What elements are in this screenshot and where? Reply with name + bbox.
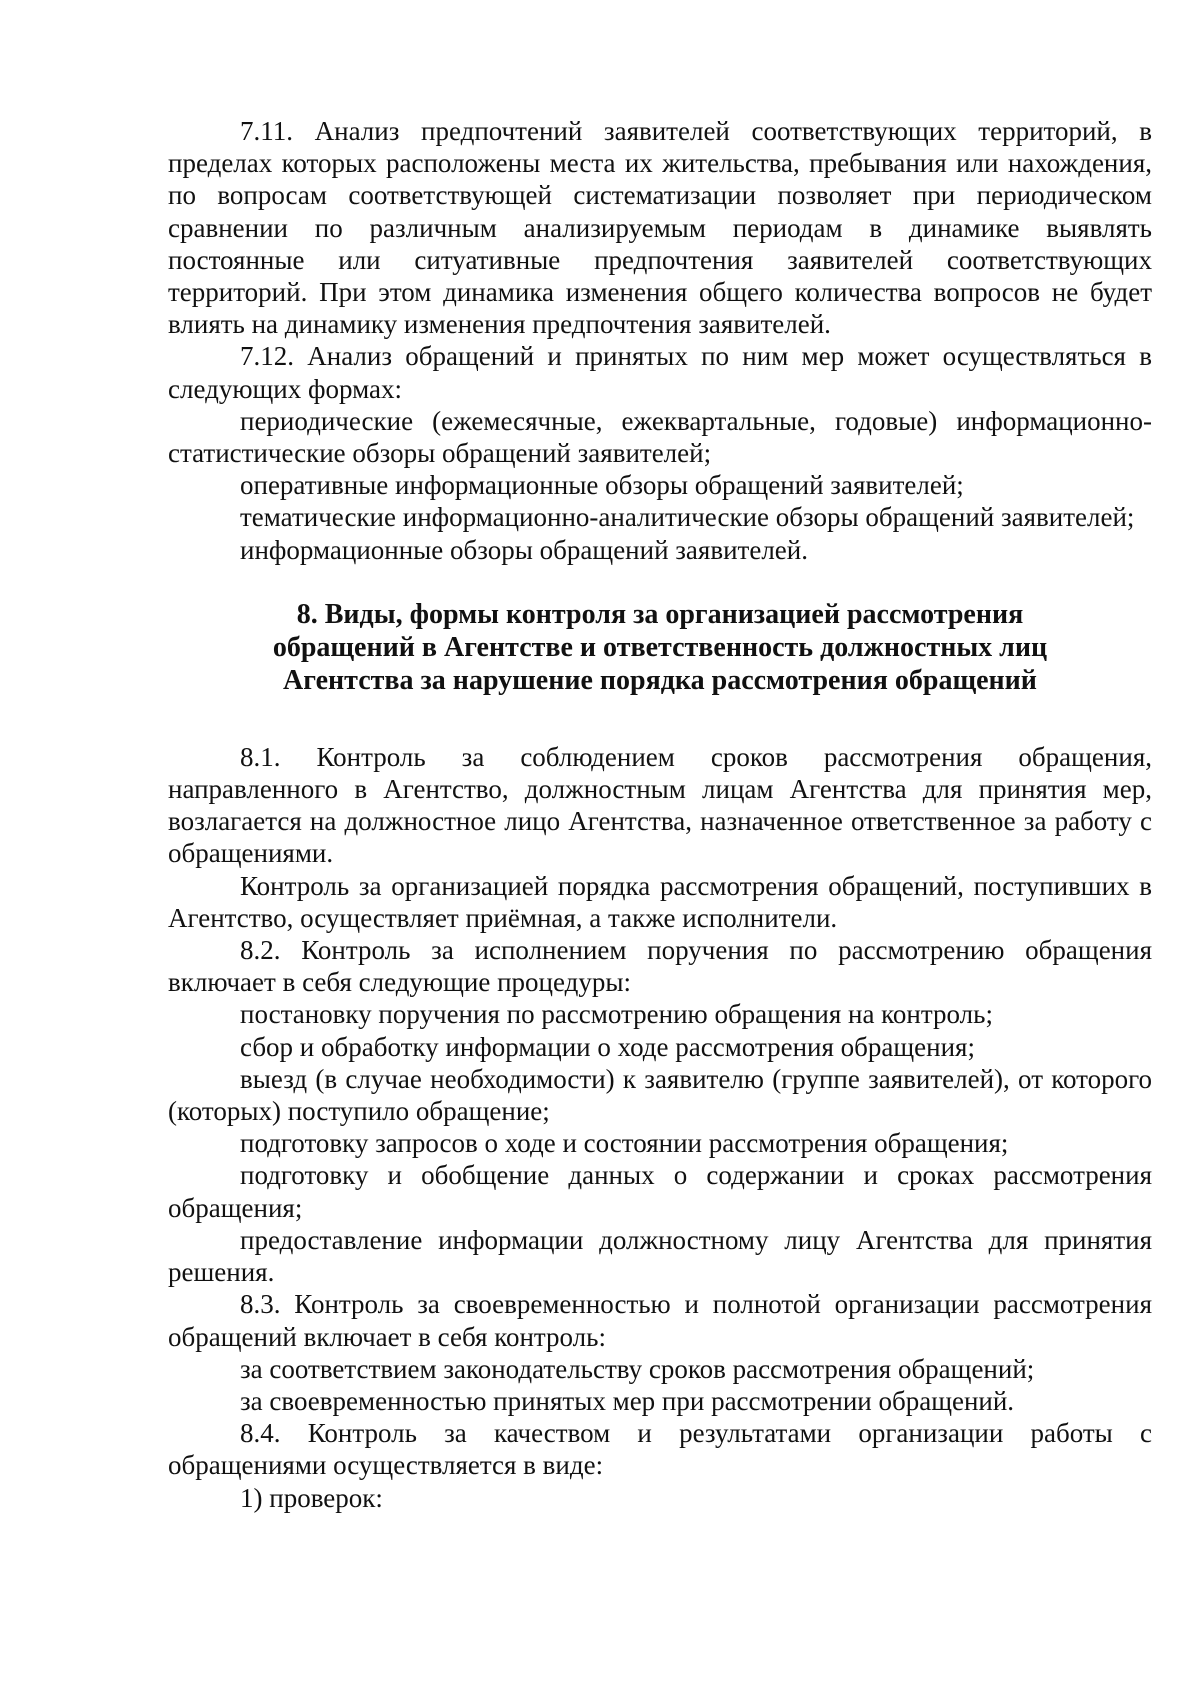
paragraph-7-12: 7.12. Анализ обращений и принятых по ним мер может осуществляться в следующих формах: [168, 341, 1152, 404]
paragraph: Контроль за организацией порядка рассмотрения обращений, поступивших в Агентство, осуществляет приёмная, а также исполнители. [168, 870, 1152, 933]
heading-line: Агентства за нарушение порядка рассмотрения обращений [283, 664, 1037, 696]
list-item: сбор и обработку информации о ходе рассмотрения обращения; [240, 1031, 975, 1062]
list-item: за соответствием законодательству сроков рассмотрения обращений; [240, 1353, 1035, 1384]
list-item: 1) проверок: [240, 1482, 383, 1513]
section-7-body [168, 115, 1152, 566]
list-item: постановку поручения по рассмотрению обращения на контроль; [240, 999, 993, 1030]
section-8-heading [168, 598, 1152, 697]
paragraph-8-3: 8.3. Контроль за своевременностью и полнотой организации рассмотрения обращений включает в себя контроль: [168, 1289, 1152, 1352]
heading-line: 8. Виды, формы контроля за организацией рассмотрения [296, 598, 1024, 630]
heading-line: обращений в Агентстве и ответственность должностных лиц [272, 631, 1048, 663]
list-item: оперативные информационные обзоры обращений заявителей; [240, 470, 964, 501]
list-item: подготовку запросов о ходе и состоянии рассмотрения обращения; [240, 1128, 1009, 1159]
paragraph-8-1: 8.1. Контроль за соблюдением сроков рассмотрения обращения, направленного в Агентство, должностным лицам Агентства для принятия мер, возлагается на должностное лицо Агентства, назначенное ответственное за работу с обращениями. [168, 741, 1152, 869]
list-item: подготовку и обобщение данных о содержании и сроках рассмотрения обращения; [168, 1160, 1152, 1223]
list-item: выезд (в случае необходимости) к заявителю (группе заявителей), от которого (которых) поступило обращение; [168, 1063, 1152, 1127]
list-item: информационные обзоры обращений заявителей. [240, 534, 808, 565]
section-8-body [168, 741, 1152, 1514]
paragraph-7-11: 7.11. Анализ предпочтений заявителей соответствующих территорий, в пределах которых расположены места их жительства, пребывания или нахождения, по вопросам соответствующей систематизации позволяет при периодическом сравнении по различным анализируемым периодам в динамике выявлять постоянные или ситуативные предпочтения заявителей соответствующих территорий. При этом динамика изменения общего количества вопросов не будет влиять на динамику изменения предпочтения заявителей. [168, 116, 1152, 340]
list-item: предоставление информации должностному лицу Агентства для принятия решения. [168, 1224, 1152, 1288]
list-item: периодические (ежемесячные, ежеквартальные, годовые) информационно-статистические обзоры обращений заявителей; [168, 405, 1152, 469]
paragraph-8-2: 8.2. Контроль за исполнением поручения по рассмотрению обращения включает в себя следующие процедуры: [168, 935, 1152, 998]
paragraph-8-4: 8.4. Контроль за качеством и результатами организации работы с обращениями осуществляется в виде: [168, 1418, 1152, 1481]
list-item: тематические информационно-аналитические обзоры обращений заявителей; [240, 502, 1135, 533]
list-item: за своевременностью принятых мер при рассмотрении обращений. [240, 1385, 1015, 1416]
